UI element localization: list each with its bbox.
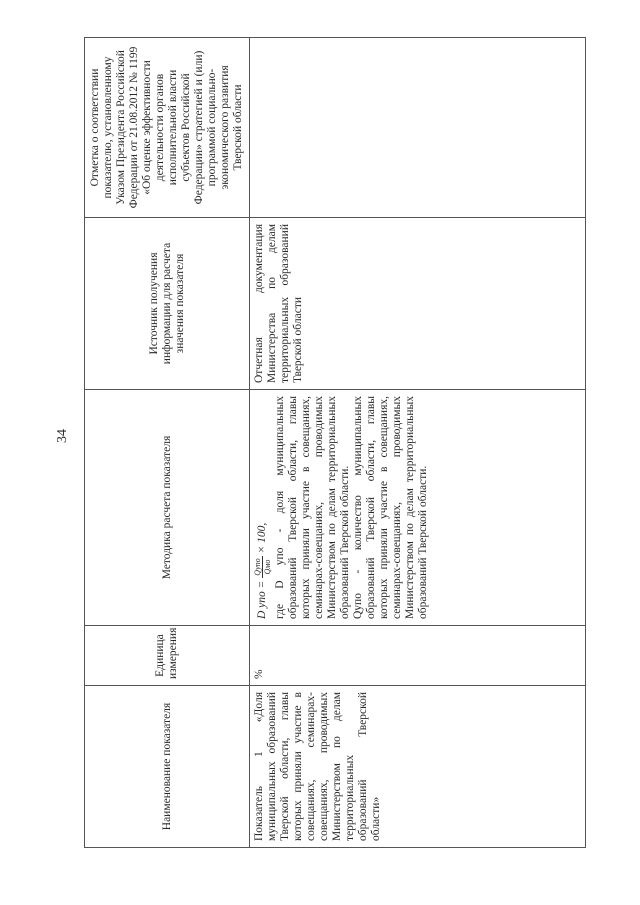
cell-method (250, 390, 586, 626)
indicator-table (84, 37, 586, 848)
cell-indicator-name: Показатель 1 «Доля муниципальных образований Тверской области, главы которых приняли участие в совещаниях, семинарах-совещаниях, проводимых Министерством по делам территориальных образований Тверской области» (250, 686, 586, 848)
formula-lhs: D упо = (256, 577, 269, 619)
formula (253, 396, 272, 619)
formula-rhs: × 100, (256, 522, 269, 557)
page-number: 34 (55, 429, 70, 443)
cell-note (250, 38, 586, 218)
header-note: Отметка о соответствии показателю, установленному Указом Президента Российской Федерации от 21.08.2012 № 1199 «Об оценке эффективности деятельности органов исполнительной власти субъектов Российской Федерации» стратегией и (или) программой социально-экономического развития Тверской области (85, 38, 250, 218)
header-method: Методика расчета показателя (85, 390, 250, 626)
method-text-1: где D упо - доля муниципальных образований Тверской области, главы которых приняли участие в совещаниях, семинарах-совещаниях, проводимых Министерством по делам территориальных образований Тверской области. (274, 396, 351, 619)
table-row (250, 38, 586, 848)
header-unit: Единица измерения (85, 626, 250, 686)
rotated-table-container (84, 38, 586, 848)
header-source: Источник получения информации для расчета значения показателя (85, 218, 250, 390)
formula-numerator: Qупо (253, 558, 262, 576)
cell-unit: % (250, 626, 586, 686)
formula-denominator: Qмо (263, 559, 272, 575)
formula-fraction (253, 556, 272, 577)
table-header-row (85, 38, 250, 848)
cell-source: Отчетная документация Министерства по делам территориальных образований Тверской области (250, 218, 586, 390)
header-name: Наименование показателя (85, 686, 250, 848)
method-text-2: Qупо - количество муниципальных образований Тверской области, главы которых приняли участие в совещаниях, семинарах-совещаниях, проводимых Министерством по делам территориальных образований Тверской области. (352, 396, 429, 619)
